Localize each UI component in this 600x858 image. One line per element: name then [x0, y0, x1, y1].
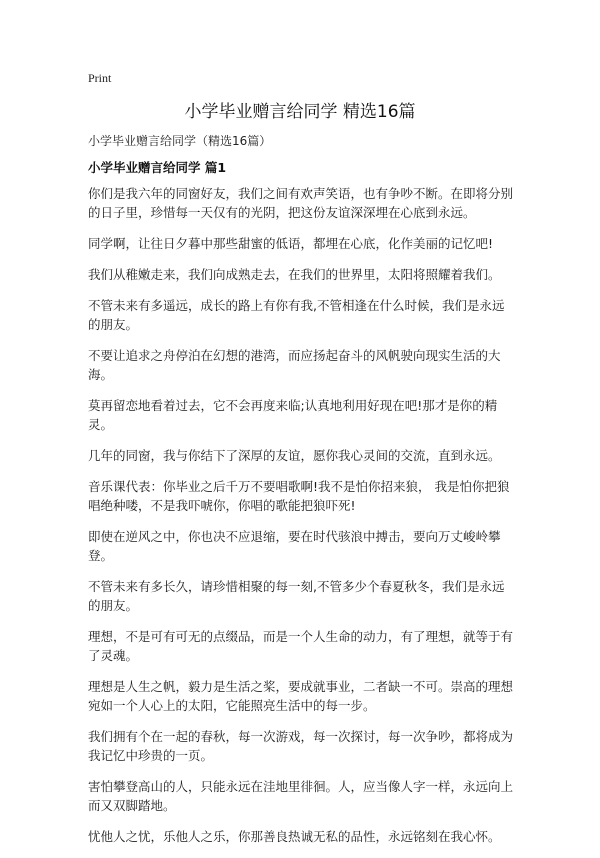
section-heading: 小学毕业赠言给同学 篇1 — [88, 160, 227, 175]
paragraph: 不管未来有多长久，请珍惜相聚的每一刻,不管多少个春夏秋冬，我们是永远的朋友。 — [88, 579, 505, 613]
paragraph: 理想是人生之帆，毅力是生活之桨，要成就事业，二者缺一不可。崇高的理想宛如一个人心上的太阳，它能照亮生活中的每一步。 — [88, 679, 514, 713]
paragraph: 莫再留恋地看着过去，它不会再度来临;认真地利用好现在吧!那才是你的精灵。 — [88, 398, 498, 432]
paragraph: 理想，不是可有可无的点缀品，而是一个人生命的动力，有了理想，就等于有了灵魂。 — [88, 629, 514, 663]
paragraph: 不要让追求之舟停泊在幻想的港湾，而应扬起奋斗的风帆驶向现实生活的大海。 — [88, 348, 501, 382]
print-link[interactable]: Print — [88, 71, 112, 85]
document-subtitle: 小学毕业赠言给同学（精选16篇） — [88, 134, 272, 148]
page-title: 小学毕业赠言给同学 精选16篇 — [184, 102, 416, 122]
paragraph: 忧他人之忧，乐他人之乐，你那善良热诚无私的品性，永远铭刻在我心怀。 — [88, 829, 501, 844]
paragraph: 即使在逆风之中，你也决不应退缩，要在时代骇浪中搏击，要向万丈峻岭攀登。 — [88, 529, 501, 563]
paragraph: 音乐课代表：你毕业之后千万不要唱歌啊!我不是怕你招来狼， 我是怕你把狼唱绝种喽，不是我吓唬你，你唱的歌能把狼吓死! — [88, 479, 510, 513]
article-body — [88, 184, 513, 858]
paragraph: 几年的同窗，我与你结下了深厚的友谊，愿你我心灵间的交流，直到永远。 — [88, 448, 501, 463]
paragraph: 不管未来有多遥远，成长的路上有你有我,不管相逢在什么时候，我们是永远的朋友。 — [88, 298, 505, 332]
paragraph: 我们拥有个在一起的春秋，每一次游戏，每一次探讨，每一次争吵，都将成为我记忆中珍贵的一页。 — [88, 729, 514, 763]
paragraph: 害怕攀登高山的人，只能永远在洼地里徘徊。人，应当像人字一样，永远向上而又双脚踏地。 — [88, 779, 514, 813]
paragraph: 我们从稚嫩走来，我们向成熟走去，在我们的世界里，太阳将照耀着我们。 — [88, 267, 501, 282]
paragraph: 你们是我六年的同窗好友，我们之间有欢声笑语，也有争吵不断。在即将分别的日子里，珍惜每一天仅有的光阴，把这份友谊深深埋在心底到永远。 — [88, 186, 514, 220]
paragraph: 同学啊，让往日夕暮中那些甜蜜的低语，都埋在心底，化作美丽的记忆吧! — [88, 236, 494, 251]
